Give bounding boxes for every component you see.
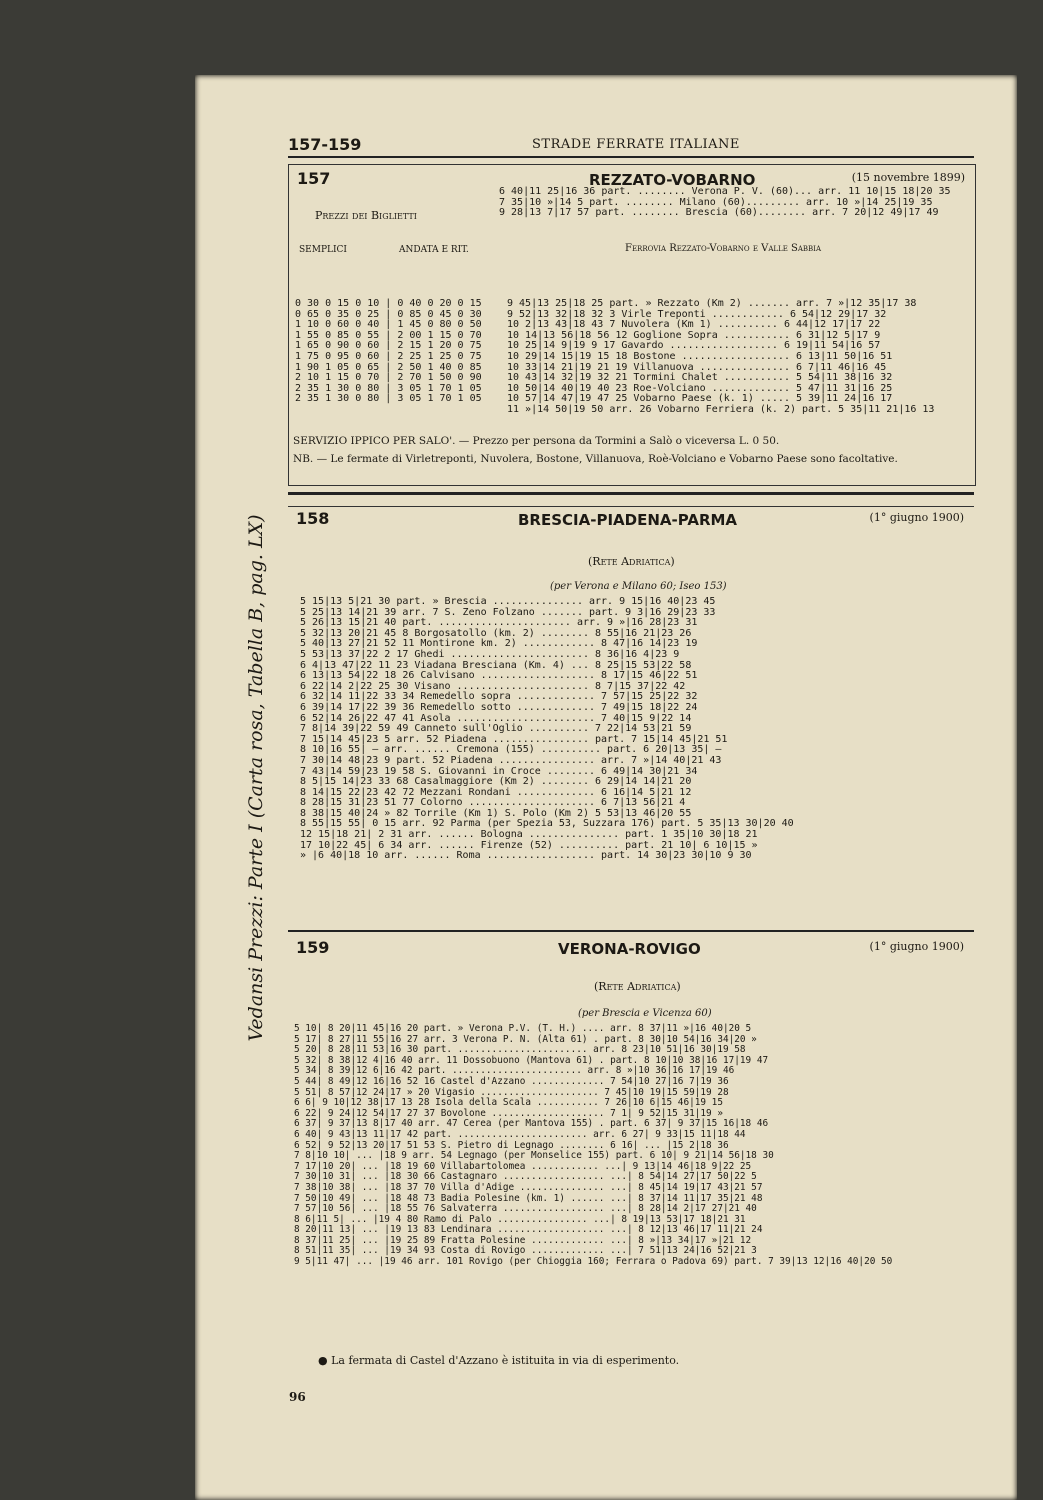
price-row: 2 10 1 15 0 70 | 2 70 1 50 0 90 [295, 372, 482, 384]
schedule-row: 6 13|13 54|22 18 26 Calvisano ................... 8 17|15 46|22 51 [300, 670, 698, 682]
schedule-row: 6 32|14 11|22 33 34 Remedello sopra ............. 7 57|15 25|22 32 [300, 691, 698, 703]
table-row [298, 703, 796, 714]
table-159-footnote: ● La fermata di Castel d'Azzano è istituita in via di esperimento. [318, 1354, 680, 1367]
table-row [292, 1130, 894, 1141]
schedule-row: 10 57|14 47|19 47 25 Vobarno Paese (k. 1) ..... 5 39|11 24|16 17 [507, 393, 893, 405]
schedule-row: 10 50|14 40|19 40 23 Roe-Volciano ............. 5 47|11 31|16 25 [507, 382, 893, 394]
table-158-number: 158 [296, 509, 330, 528]
table-159-network: (Rete Adriatica) [594, 980, 681, 993]
schedule-row: 6 52|14 26|22 47 41 Asola ....................... 7 40|15 9|22 14 [300, 712, 692, 724]
table-row [293, 352, 484, 363]
schedule-row: 11 »|14 50|19 50 arr. 26 Vobarno Ferriera (k. 2) part. 5 35|11 21|16 13 [507, 403, 935, 415]
page-range: 157-159 [288, 135, 362, 154]
schedule-row: 7 30|10 31| ... |18 30 66 Castagnaro .................. ...| 8 54|14 27|17 50|22 5 [294, 1171, 757, 1183]
nb-note: NB. — Le fermate di Virletreponti, Nuvolera, Bostone, Villanuova, Roè-Volciano e Vobarno Paese sono facoltative. [293, 453, 898, 465]
schedule-row: 6 39|14 17|22 39 36 Remedello sotto ............. 7 49|15 18|22 24 [300, 701, 698, 713]
schedule-row: 7 8|14 39|22 59 49 Canneto sull'Oglio .......... 7 22|14 53|21 59 [300, 723, 692, 735]
schedule-row: 6 52| 9 52|13 20|17 51 53 S. Pietro di Legnago ........ 6 16| ... |15 2|18 36 [294, 1139, 729, 1151]
railway-name: Ferrovia Rezzato-Vobarno e Valle Sabbia [625, 243, 821, 254]
prices-table [293, 299, 484, 405]
schedule-row: 7 15|14 45|23 5 arr. 52 Piadena ................ part. 7 15|14 45|21 51 [300, 733, 728, 745]
schedule-row: 10 33|14 21|19 21 19 Villanuova ............... 6 7|11 46|16 45 [507, 361, 887, 373]
schedule-row: 7 57|10 56| ... |18 55 76 Salvaterra .................. ...| 8 28|14 2|17 27|21 40 [294, 1203, 757, 1215]
prices-title: Prezzi dei Biglietti [315, 209, 417, 222]
connection-row: 7 35|10 »|14 5 part. ........ Milano (60)......... arr. 10 »|14 25|19 35 [499, 196, 933, 208]
side-margin [237, 388, 283, 1168]
schedule-row: 5 32| 8 38|12 4|16 40 arr. 11 Dossobuono (Mantova 61) . part. 8 10|10 38|16 17|19 47 [294, 1054, 769, 1066]
schedule-row: 10 43|14 32|19 32 21 Tormini Chalet ........... 5 54|11 38|16 32 [507, 372, 893, 384]
schedule-row: 6 6| 9 10|12 38|17 13 28 Isola della Scala ........... 7 26|10 6|15 46|19 15 [294, 1097, 723, 1109]
table-157-date: (15 novembre 1899) [851, 171, 965, 184]
schedule-row: 9 45|13 25|18 25 part. » Rezzato (Km 2) ....... arr. 7 »|12 35|17 38 [507, 298, 917, 309]
schedule-row: 6 40| 9 43|13 11|17 42 part. ....................... arr. 6 27| 9 33|15 11|18 44 [294, 1128, 746, 1140]
servizio-ippico-note: SERVIZIO IPPICO PER SALO'. — Prezzo per persona da Tormini a Salò o viceversa L. 0 50. [293, 435, 780, 447]
table-157-title: REZZATO-VOBARNO [589, 171, 756, 189]
table-row [292, 1077, 894, 1088]
price-row: 2 35 1 30 0 80 | 3 05 1 70 1 05 [295, 382, 482, 394]
schedule-row: 5 40|13 27|21 52 11 Montirone km. 2) ............ 8 47|16 14|23 19 [300, 638, 698, 650]
schedule-row: 8 20|11 13| ... |19 13 83 Lendinara ................... ...| 8 12|13 46|17 11|21 24 [294, 1224, 763, 1236]
schedule-row: 8 14|15 22|23 42 72 Mezzani Rondani ............. 6 16|14 5|21 12 [300, 786, 692, 798]
schedule-row: 7 17|10 20| ... |18 19 60 Villabartolomea ............ ...| 9 13|14 46|18 9|22 25 [294, 1160, 752, 1172]
table-159 [288, 936, 974, 1376]
table-row [293, 299, 484, 310]
table-158 [288, 506, 974, 927]
schedule-row: 7 38|10 38| ... |18 37 70 Villa d'Adige ............... ...| 8 45|14 19|17 43|21 57 [294, 1181, 763, 1193]
section-rule [288, 492, 974, 495]
prices-simple-label: SEMPLICI [299, 245, 347, 255]
schedule-row: 8 37|11 25| ... |19 25 89 Fratta Polesine ............. ...| 8 »|13 34|17 »|21 12 [294, 1234, 752, 1246]
connection-row: 6 40|11 25|16 36 part. ........ Verona P. V. (60)... arr. 11 10|15 18|20 35 [499, 186, 951, 197]
table-row [298, 851, 796, 862]
table-row [293, 394, 484, 405]
schedule-row: 6 22|14 2|22 25 30 Visano ...................... 8 7|15 37|22 42 [300, 680, 686, 692]
schedule-row: 10 29|14 15|19 15 18 Bostone .................. 6 13|11 50|16 51 [507, 350, 893, 362]
table-159-via: (per Brescia e Vicenza 60) [578, 1008, 712, 1019]
schedule-row: 9 52|13 32|18 32 3 Virle Treponti ............ 6 54|12 29|17 32 [507, 308, 887, 320]
section-rule [288, 930, 974, 932]
schedule-row: 8 5|15 14|23 33 68 Casalmaggiore (Km 2) ........ 6 29|14 14|21 20 [300, 776, 692, 788]
schedule-table-159 [292, 1024, 894, 1268]
schedule-row: 8 38|15 40|24 » 82 Torrile (Km 1) S. Polo (Km 2) 5 53|13 46|20 55 [300, 807, 692, 819]
schedule-row: 5 15|13 5|21 30 part. » Brescia ............... arr. 9 15|16 40|23 45 [300, 596, 716, 607]
table-159-date: (1° giugno 1900) [869, 940, 964, 953]
schedule-row: 6 4|13 47|22 11 23 Viadana Bresciana (Km. 4) ... 8 25|15 53|22 58 [300, 659, 692, 671]
schedule-row: 10 2|13 43|18 43 7 Nuvolera (Km 1) .......... 6 44|12 17|17 22 [507, 319, 881, 331]
price-row: 0 65 0 35 0 25 | 0 85 0 45 0 30 [295, 308, 482, 320]
table-158-title: BRESCIA-PIADENA-PARMA [518, 511, 738, 529]
table-159-number: 159 [296, 938, 330, 957]
table-158-date: (1° giugno 1900) [869, 511, 964, 524]
table-158-network: (Rete Adriatica) [588, 555, 675, 568]
schedule-row: 8 6|11 5| ... |19 4 80 Ramo di Palo ................ ...| 8 19|13 53|17 18|21 31 [294, 1213, 746, 1225]
prices-return-label: ANDATA E RIT. [399, 245, 469, 255]
table-157 [288, 164, 976, 486]
price-row: 1 55 0 85 0 55 | 2 00 1 15 0 70 [295, 329, 482, 341]
schedule-row: 17 10|22 45| 6 34 arr. ...... Firenze (52) .......... part. 21 10| 6 10|15 » [300, 839, 758, 851]
table-157-number: 157 [297, 169, 331, 188]
header-rule [288, 156, 974, 158]
connections-top [499, 187, 951, 219]
price-row: 2 35 1 30 0 80 | 3 05 1 70 1 05 [295, 393, 482, 405]
connection-row: 9 28|13 7|17 57 part. ........ Brescia (60)........ arr. 7 20|12 49|17 49 [499, 207, 939, 218]
schedule-row: 5 34| 8 39|12 6|16 42 part. ....................... arr. 8 »|10 36|16 17|19 46 [294, 1065, 735, 1077]
table-row [298, 756, 796, 767]
schedule-row: 5 17| 8 27|11 55|16 27 arr. 3 Verona P. N. (Alta 61) . part. 8 30|10 54|16 34|20 » [294, 1033, 757, 1045]
schedule-row: 5 20| 8 28|11 53|16 30 part. ....................... arr. 8 23|10 51|16 30|19 58 [294, 1044, 746, 1056]
schedule-row: 8 10|16 55| — arr. ...... Cremona (155) .......... part. 6 20|13 35| — [300, 744, 722, 756]
schedule-row: 7 8|10 10| ... |18 9 arr. 54 Legnago (per Monselice 155) part. 6 10| 9 21|14 56|18 30 [294, 1150, 774, 1162]
schedule-row: 7 30|14 48|23 9 part. 52 Piadena ................ arr. 7 »|14 40|21 43 [300, 754, 722, 766]
page-title: STRADE FERRATE ITALIANE [532, 137, 740, 152]
price-row: 1 65 0 90 0 60 | 2 15 1 20 0 75 [295, 340, 482, 352]
table-row [298, 650, 796, 661]
schedule-row: 10 25|14 9|19 9 17 Gavardo .................. 6 19|11 54|16 57 [507, 340, 881, 352]
schedule-row: 5 26|13 15|21 40 part. ...................... arr. 9 »|16 28|23 31 [300, 617, 698, 629]
table-row [292, 1183, 894, 1194]
side-reference-text: Vedansi Prezzi: Parte I (Carta rosa, Tabella B, pag. LX) [245, 514, 267, 1042]
schedule-table-158 [298, 597, 796, 862]
schedule-row: 5 10| 8 20|11 45|16 20 part. » Verona P.V. (T. H.) .... arr. 8 37|11 »|16 40|20 5 [294, 1023, 752, 1034]
schedule-row: 8 55|15 55| 0 15 arr. 92 Parma (per Spezia 53, Suzzara 176) part. 5 35|13 30|20 40 [300, 818, 794, 830]
schedule-row: 8 28|15 31|23 51 77 Colorno ..................... 6 7|13 56|21 4 [300, 797, 686, 809]
schedule-row: 6 22| 9 24|12 54|17 27 37 Bovolone .................... 7 1| 9 52|15 31|19 » [294, 1107, 723, 1119]
price-row: 0 30 0 15 0 10 | 0 40 0 20 0 15 [295, 298, 482, 309]
schedule-row: 10 14|13 56|18 56 12 Goglione Sopra ........... 6 31|12 5|17 9 [507, 329, 881, 341]
schedule-row: 7 50|10 49| ... |18 48 73 Badia Polesine (km. 1) ...... ...| 8 37|14 11|17 35|21 48 [294, 1192, 763, 1204]
table-158-via: (per Verona e Milano 60; Iseo 153) [550, 581, 727, 592]
table-159-title: VERONA-ROVIGO [558, 940, 701, 958]
schedule-row: 5 25|13 14|21 39 arr. 7 S. Zeno Folzano ....... part. 9 3|16 29|23 33 [300, 606, 716, 618]
schedule-row: 5 51| 8 57|12 24|17 » 20 Vigasio ..................... 7 45|10 19|15 59|19 28 [294, 1086, 729, 1098]
price-row: 1 75 0 95 0 60 | 2 25 1 25 0 75 [295, 350, 482, 362]
schedule-row: 12 15|18 21| 2 31 arr. ...... Bologna ............... part. 1 35|10 30|18 21 [300, 829, 758, 841]
schedule-row: 6 37| 9 37|13 8|17 40 arr. 47 Cerea (per Mantova 155) . part. 6 37| 9 37|15 16|18 46 [294, 1118, 769, 1130]
schedule-row: 5 53|13 37|22 2 17 Ghedi ....................... 8 36|16 4|23 9 [300, 648, 680, 660]
schedule-row: 8 51|11 35| ... |19 34 93 Costa di Rovigo ............. ...| 7 51|13 24|16 52|21 3 [294, 1245, 757, 1257]
table-row [298, 597, 796, 608]
price-row: 1 90 1 05 0 65 | 2 50 1 40 0 85 [295, 361, 482, 373]
table-row [292, 1257, 894, 1268]
table-row [505, 352, 936, 363]
schedule-row: 5 32|13 20|21 45 8 Borgosatollo (km. 2) ........ 8 55|16 21|23 26 [300, 627, 692, 639]
schedule-row: 9 5|11 47| ... |19 46 arr. 101 Rovigo (per Chioggia 160; Ferrara o Padova 69) part. 7 39|13 12|16 40|20 50 [294, 1256, 893, 1268]
table-row [505, 299, 936, 310]
schedule-row: 5 44| 8 49|12 16|16 52 16 Castel d'Azzano ............. 7 54|10 27|16 7|19 36 [294, 1075, 729, 1087]
schedule-row: 7 43|14 59|23 19 58 S. Giovanni in Croce ........ 6 49|14 30|21 34 [300, 765, 698, 777]
schedule-row: » |6 40|18 10 arr. ...... Roma .................. part. 14 30|23 30|10 9 30 [300, 850, 752, 862]
table-row [505, 405, 936, 416]
price-row: 1 10 0 60 0 40 | 1 45 0 80 0 50 [295, 319, 482, 331]
schedule-table-157 [505, 299, 936, 416]
page-number: 96 [289, 1390, 306, 1404]
table-row [292, 1024, 894, 1035]
